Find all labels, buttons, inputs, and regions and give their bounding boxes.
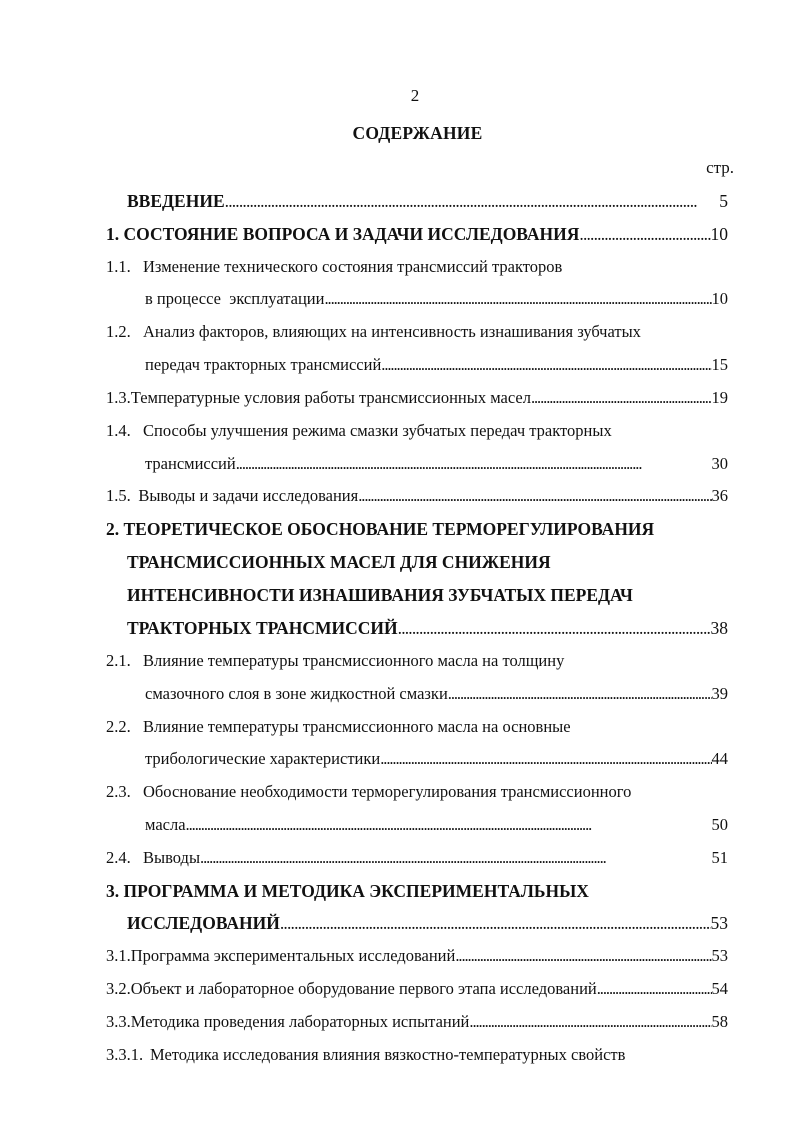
leader-dots xyxy=(448,682,712,706)
toc-entry-page: 39 xyxy=(711,684,728,703)
chapter-title: 2. ТЕОРЕТИЧЕСКОЕ ОБОСНОВАНИЕ ТЕРМОРЕГУЛИРОВАНИЯ xyxy=(106,519,655,539)
section-title-cont: трансмиссий xyxy=(145,454,236,473)
toc-section-1-1-cont[interactable] xyxy=(145,287,728,311)
toc-entry-page: 15 xyxy=(711,355,728,374)
toc-entry-page: 19 xyxy=(711,388,728,407)
toc-section-2-1[interactable] xyxy=(106,649,728,673)
section-title: Анализ факторов, влияющих на интенсивность изнашивания зубчатых xyxy=(143,322,641,341)
toc-entry-page: 10 xyxy=(711,289,728,308)
toc-entry-page: 50 xyxy=(711,815,728,834)
section-title: Влияние температуры трансмиссионного масла на основные xyxy=(143,717,571,736)
toc-chapter-2-cont[interactable] xyxy=(127,616,728,640)
toc-entry-page: 5 xyxy=(719,191,728,211)
section-number: 1.2. xyxy=(106,322,131,341)
toc-section-2-1-cont[interactable] xyxy=(145,682,728,706)
chapter-title: 3. ПРОГРАММА И МЕТОДИКА ЭКСПЕРИМЕНТАЛЬНЫХ xyxy=(106,881,589,901)
toc-entry-page: 51 xyxy=(711,848,728,867)
section-title-cont: трибологические характеристики xyxy=(145,749,381,768)
chapter-title-cont: ТРАНСМИССИОННЫХ МАСЕЛ ДЛЯ СНИЖЕНИЯ xyxy=(127,552,551,572)
toc-entry-intro[interactable] xyxy=(127,189,728,213)
section-title-cont: смазочного слоя в зоне жидкостной смазки xyxy=(145,684,448,703)
section-title: Выводы и задачи исследования xyxy=(138,486,359,505)
toc-section-3-2[interactable] xyxy=(106,977,728,1001)
toc-entry-title: 1. СОСТОЯНИЕ ВОПРОСА И ЗАДАЧИ ИССЛЕДОВАНИЯ xyxy=(106,224,580,244)
leader-dots xyxy=(531,386,712,410)
toc-entry-page: 58 xyxy=(711,1012,728,1031)
leader-dots xyxy=(597,977,712,1001)
page-title: СОДЕРЖАНИЕ xyxy=(352,123,483,143)
toc-section-3-1[interactable] xyxy=(106,944,728,968)
toc-chapter-2[interactable] xyxy=(106,517,728,541)
page-number: 2 xyxy=(410,86,420,105)
toc-chapter-1[interactable] xyxy=(106,222,728,246)
toc-entry-page: 38 xyxy=(710,618,728,638)
leader-dots xyxy=(381,353,711,377)
toc-entry-page: 53 xyxy=(710,913,728,933)
section-number: 1.5. xyxy=(106,486,131,505)
toc-section-3-3-1[interactable] xyxy=(106,1043,728,1067)
leader-dots xyxy=(455,944,711,968)
section-number: 3.1. xyxy=(106,946,131,965)
section-title: Изменение технического состояния трансмиссий тракторов xyxy=(143,257,563,276)
toc-section-1-4[interactable] xyxy=(106,419,728,443)
toc-entry-page: 53 xyxy=(711,946,728,965)
section-title: Обоснование необходимости терморегулирования трансмиссионного xyxy=(143,782,632,801)
chapter-title-cont: ТРАКТОРНЫХ ТРАНСМИССИЙ xyxy=(127,618,398,638)
section-title: Методика исследования влияния вязкостно-температурных свойств xyxy=(150,1045,626,1064)
section-number: 2.3. xyxy=(106,782,131,801)
leader-dots xyxy=(280,911,711,935)
section-number: 3.3.1. xyxy=(106,1045,144,1064)
section-title: Способы улучшения режима смазки зубчатых передач тракторных xyxy=(143,421,612,440)
toc-chapter-2-cont[interactable] xyxy=(127,583,728,607)
toc-section-1-4-cont[interactable] xyxy=(145,452,728,476)
toc-section-2-2[interactable] xyxy=(106,715,728,739)
section-number: 1.4. xyxy=(106,421,131,440)
section-number: 2.4. xyxy=(106,848,131,867)
leader-dots xyxy=(358,484,711,508)
toc-section-1-1[interactable] xyxy=(106,255,728,279)
page-column-label: стр. xyxy=(706,158,734,177)
toc-section-2-3-cont[interactable] xyxy=(145,813,728,837)
toc-section-1-3[interactable] xyxy=(106,386,728,410)
leader-dots xyxy=(469,1010,711,1034)
section-title: Методика проведения лабораторных испытаний xyxy=(130,1012,470,1031)
section-title-cont: в процессе эксплуатации xyxy=(145,289,325,308)
section-number: 1.1. xyxy=(106,257,131,276)
leader-dots xyxy=(236,452,712,476)
section-title: Выводы xyxy=(143,848,201,867)
toc-section-1-2-cont[interactable] xyxy=(145,353,728,377)
toc-section-2-4[interactable] xyxy=(106,846,728,870)
leader-dots xyxy=(380,747,711,771)
toc-entry-page: 44 xyxy=(711,749,728,768)
section-number: 3.2. xyxy=(106,979,131,998)
section-title: Программа экспериментальных исследований xyxy=(130,946,456,965)
chapter-title-cont: ИНТЕНСИВНОСТИ ИЗНАШИВАНИЯ ЗУБЧАТЫХ ПЕРЕДАЧ xyxy=(127,585,633,605)
section-number: 2.1. xyxy=(106,651,131,670)
toc-entry-title: ВВЕДЕНИЕ xyxy=(127,191,225,211)
leader-dots xyxy=(200,846,711,870)
section-number: 2.2. xyxy=(106,717,131,736)
toc-chapter-2-cont[interactable] xyxy=(127,550,728,574)
section-title: Температурные условия работы трансмиссионных масел xyxy=(130,388,531,407)
toc-section-1-5[interactable] xyxy=(106,484,728,508)
toc-section-1-2[interactable] xyxy=(106,320,728,344)
section-title-cont: масла xyxy=(145,815,186,834)
section-title-cont: передач тракторных трансмиссий xyxy=(145,355,382,374)
toc-section-2-3[interactable] xyxy=(106,780,728,804)
toc-entry-page: 10 xyxy=(710,224,728,244)
chapter-title-cont: ИССЛЕДОВАНИЙ xyxy=(127,913,280,933)
leader-dots xyxy=(324,287,711,311)
leader-dots xyxy=(186,813,712,837)
leader-dots xyxy=(225,189,720,213)
section-number: 3.3. xyxy=(106,1012,131,1031)
leader-dots xyxy=(579,222,710,246)
section-title: Объект и лабораторное оборудование первого этапа исследований xyxy=(130,979,597,998)
toc-chapter-3[interactable] xyxy=(106,879,728,903)
section-number: 1.3. xyxy=(106,388,131,407)
toc-section-2-2-cont[interactable] xyxy=(145,747,728,771)
toc-section-3-3[interactable] xyxy=(106,1010,728,1034)
section-title: Влияние температуры трансмиссионного масла на толщину xyxy=(143,651,565,670)
toc-entry-page: 30 xyxy=(711,454,728,473)
toc-entry-page: 54 xyxy=(711,979,728,998)
toc-entry-page: 36 xyxy=(711,486,728,505)
leader-dots xyxy=(398,616,711,640)
toc-chapter-3-cont[interactable] xyxy=(127,911,728,935)
